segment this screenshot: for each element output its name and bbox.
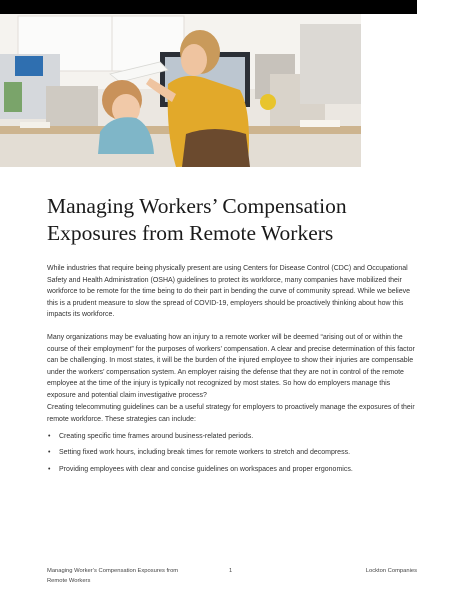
article-title: Managing Workers’ Compensation Exposures from Remote Workers (47, 194, 347, 245)
paragraph-telecommuting-guidelines: Creating telecommuting guidelines can be a useful strategy for employers to proactively manage the exposures of their remote workforce. These strategies can include: (47, 404, 415, 423)
paragraph-intro: While industries that require being physically present are using Centers for Disease Control (CDC) and Occupational Safety and Health Administration (OSHA) guidelines to protect its workforce, many companies have mobilized their workforce to be remote for the time being to do their part in bending the curve of community spread. While we believe this is a prudent measure to slow the spread of COVID-19, employers should be proactively thinking about how this impacts its workforce. (47, 265, 411, 319)
hero-photo-remote-worker-with-child (0, 14, 361, 167)
list-item: • Creating specific time frames around business-related periods. (47, 431, 419, 443)
list-item: • Setting fixed work hours, including break times for remote workers to stretch and decompress. (47, 447, 419, 459)
paragraph-injury-evaluation: Many organizations may be evaluating how an injury to a remote worker will be deemed “arising out of or within the course of their employment” for the purposes of workers’ compensation. A clear and precise determination of this factor can be challenging. In most states, it will be the burden of the injured employee to show their injuries are compensable under the workers’ compensation system. An employer raising the defense that they are not in control of the remote employee at the time of the injury is typically not recognized by most states. So how do employers manage this exposure and potential claim investigative process? (47, 334, 415, 399)
footer-document-title: Managing Worker’s Compensation Exposures from Remote Workers (47, 568, 179, 584)
footer-company-name: Lockton Companies (365, 568, 417, 574)
footer-page-number: 1 (229, 568, 233, 574)
hero-photo-illustration (0, 14, 361, 167)
strategy-list (47, 431, 419, 480)
list-item: • Providing employees with clear and concise guidelines on workspaces and proper ergonomics. (47, 464, 419, 476)
top-black-bar (0, 0, 417, 14)
